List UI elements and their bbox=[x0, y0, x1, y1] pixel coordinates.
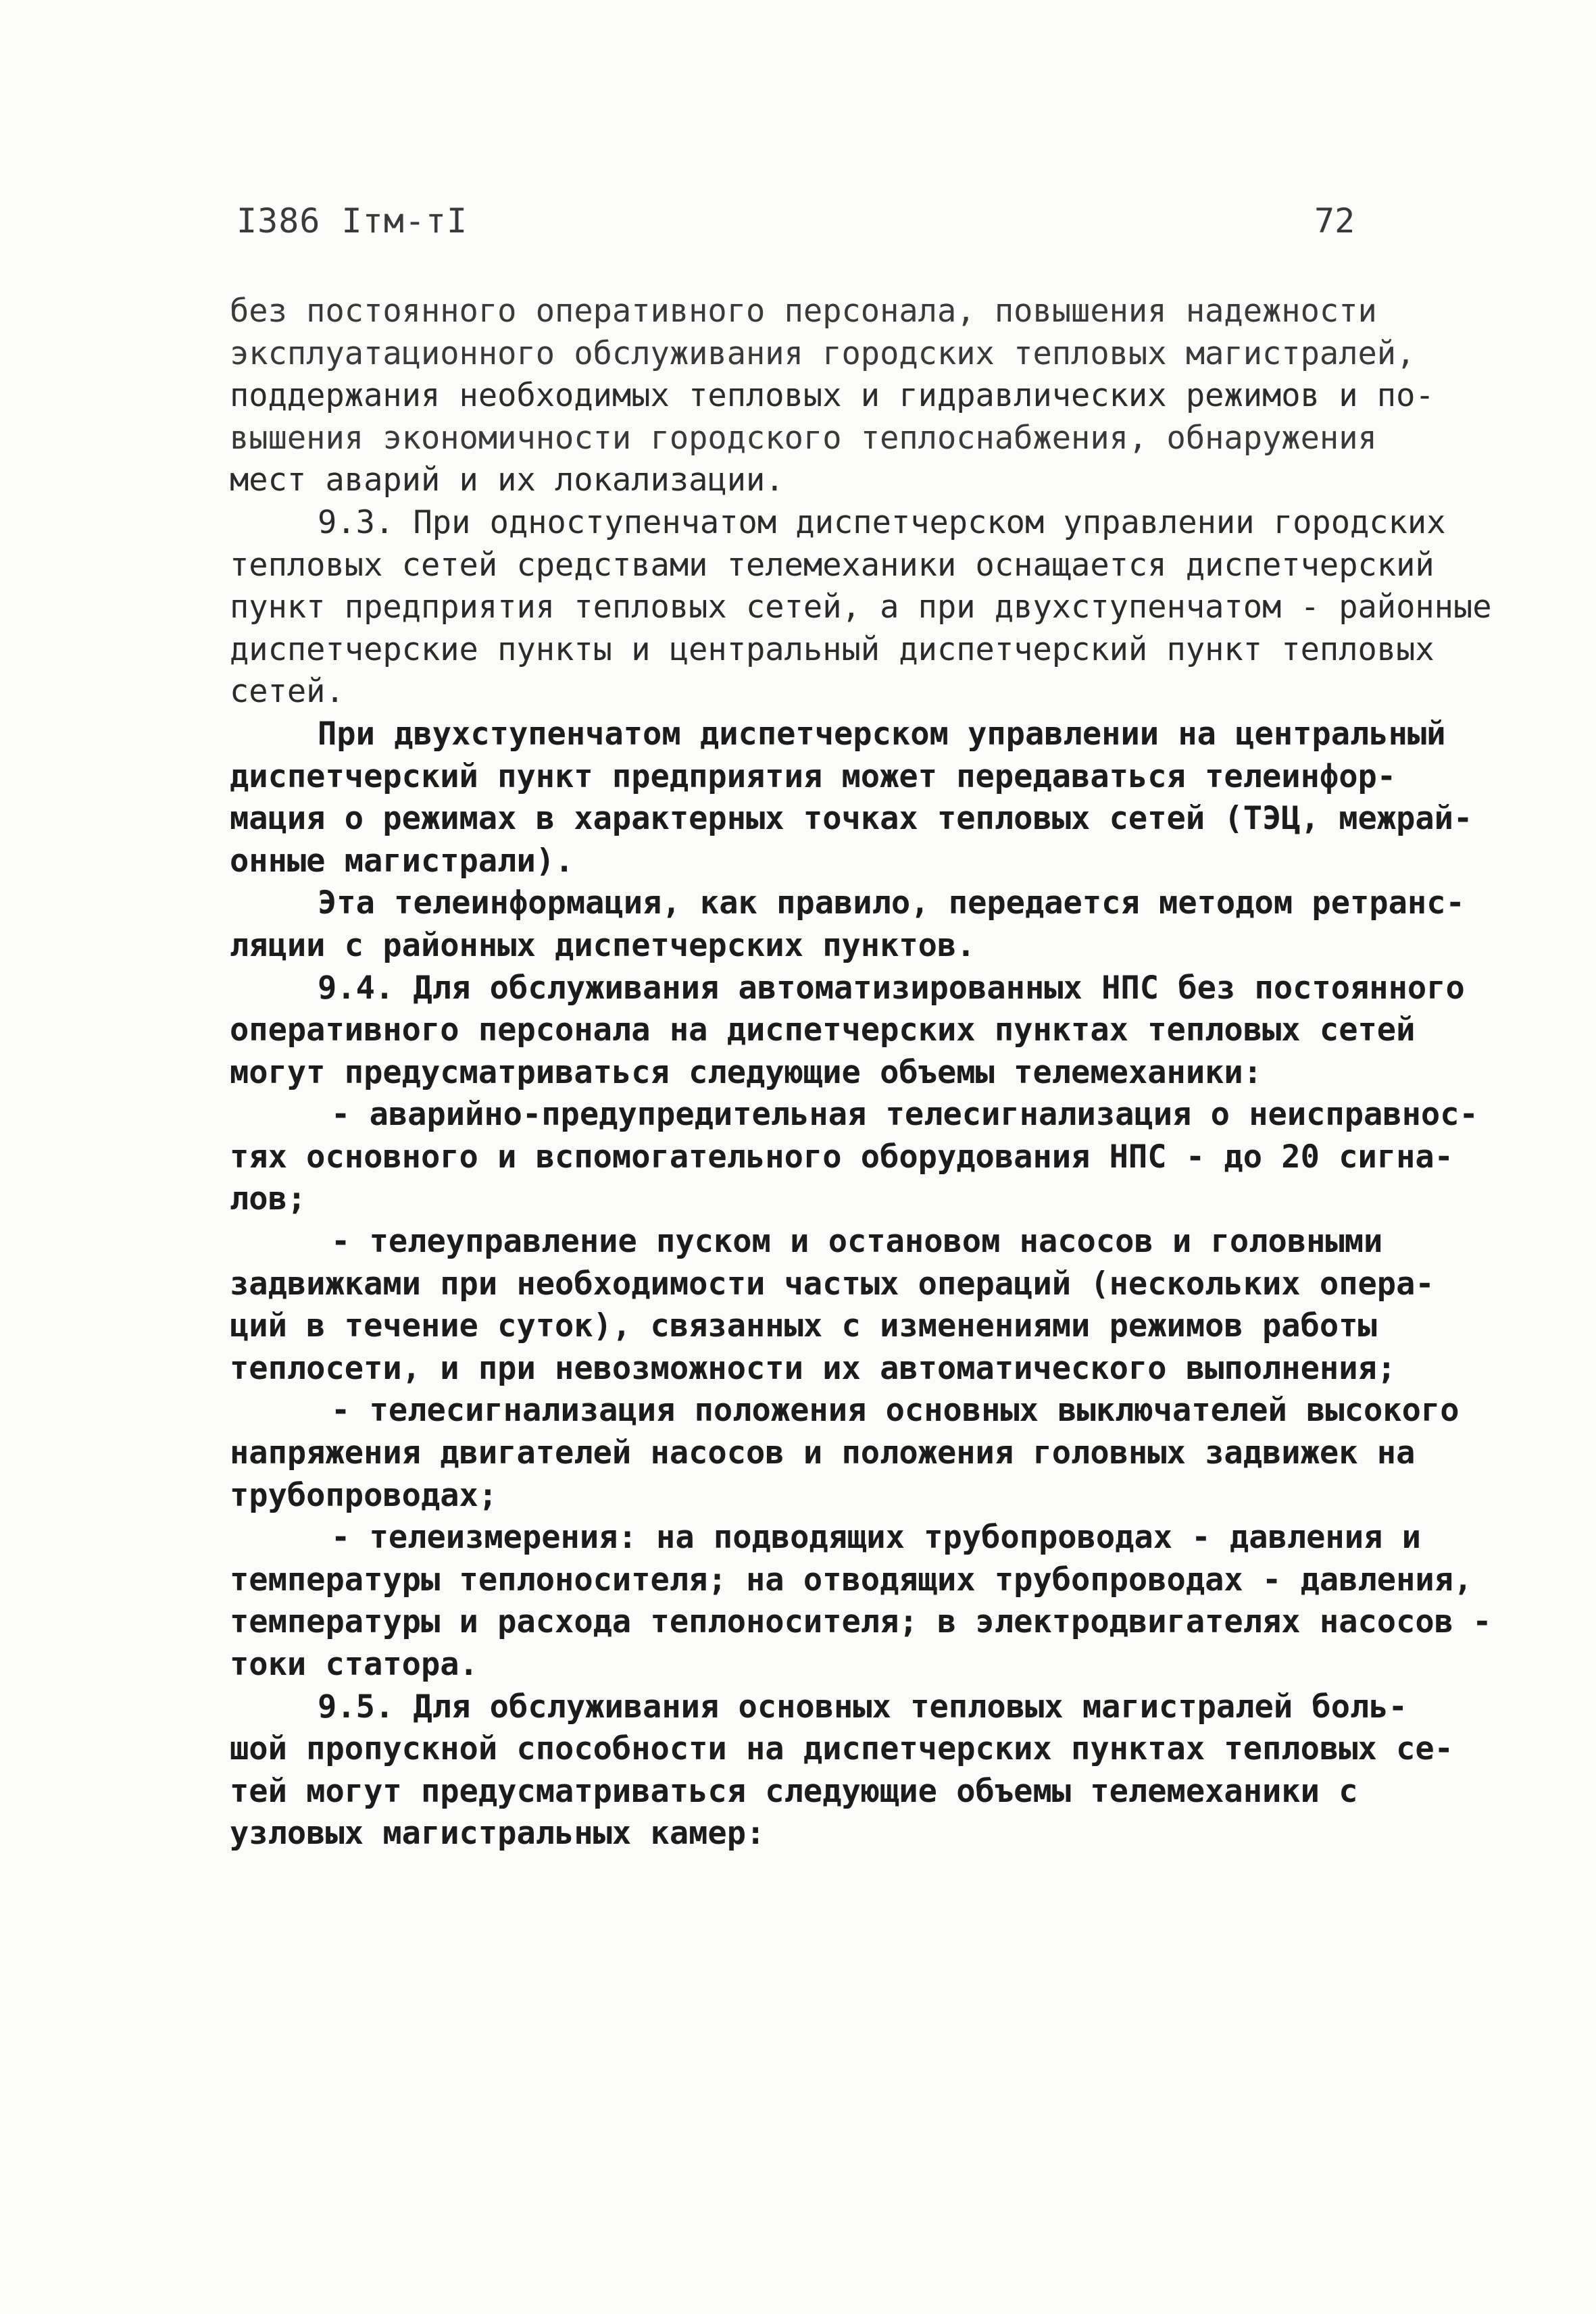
text-line: онные магистрали). bbox=[230, 842, 574, 880]
text-line: без постоянного оперативного персонала, повышения надежности bbox=[230, 293, 1377, 330]
text-line: теплосети, и при невозможности их автоматического выполнения; bbox=[230, 1349, 1397, 1387]
text-line: 9.5. Для обслуживания основных тепловых магистралей боль- bbox=[318, 1688, 1407, 1726]
text-line: 9.3. При одноступенчатом диспетчерском управлении городских bbox=[318, 503, 1446, 541]
text-line: пункт предприятия тепловых сетей, а при двухступенчатом - районные bbox=[230, 588, 1492, 626]
text-line: температуры и расхода теплоносителя; в электродвигателях насосов - bbox=[230, 1603, 1492, 1641]
text-line: ций в течение суток), связанных с изменениями режимов работы bbox=[230, 1307, 1377, 1345]
text-line: мация о режимах в характерных точках тепловых сетей (ТЭЦ, межрай- bbox=[230, 800, 1473, 838]
text-line: Эта телеинформация, как правило, передается методом ретранс- bbox=[318, 884, 1465, 922]
page-number: 72 bbox=[1314, 201, 1355, 241]
text-line: могут предусматриваться следующие объемы телемеханики: bbox=[230, 1053, 1263, 1091]
text-line: тепловых сетей средствами телемеханики оснащается диспетчерский bbox=[230, 546, 1435, 584]
document-code: I386 Iтм-тI bbox=[236, 201, 468, 241]
text-line: вышения экономичности городского теплоснабжения, обнаружения bbox=[230, 419, 1377, 457]
text-line: температуры теплоносителя; на отводящих трубопроводах - давления, bbox=[230, 1561, 1473, 1599]
text-line: оперативного персонала на диспетчерских пунктах тепловых сетей bbox=[230, 1011, 1416, 1049]
text-line: напряжения двигателей насосов и положения головных задвижек на bbox=[230, 1434, 1416, 1472]
text-line: сетей. bbox=[230, 673, 345, 711]
text-line: При двухступенчатом диспетчерском управлении на центральный bbox=[318, 715, 1446, 753]
text-line: 9.4. Для обслуживания автоматизированных НПС без постоянного bbox=[318, 969, 1465, 1007]
text-line: - телеизмерения: на подводящих трубопроводах - давления и bbox=[331, 1519, 1421, 1557]
text-line: лов; bbox=[230, 1180, 307, 1218]
text-line: тях основного и вспомогательного оборудования НПС - до 20 сигна- bbox=[230, 1138, 1453, 1176]
text-line: шой пропускной способности на диспетчерских пунктах тепловых се- bbox=[230, 1730, 1453, 1768]
text-line: диспетчерский пункт предприятия может передаваться телеинфор- bbox=[230, 757, 1397, 795]
text-line: ляции с районных диспетчерских пунктов. bbox=[230, 926, 976, 964]
text-line: диспетчерские пункты и центральный диспетчерский пункт тепловых bbox=[230, 630, 1435, 668]
text-line: поддержания необходимых тепловых и гидравлических режимов и по- bbox=[230, 377, 1435, 415]
text-line: - телесигнализация положения основных выключателей высокого bbox=[331, 1392, 1460, 1430]
text-line: - аварийно-предупредительная телесигнализация о неисправнос- bbox=[331, 1096, 1478, 1134]
text-line: эксплуатационного обслуживания городских тепловых магистралей, bbox=[230, 334, 1416, 372]
text-line: узловых магистральных камер: bbox=[230, 1815, 766, 1853]
text-line: - телеуправление пуском и остановом насосов и головными bbox=[331, 1223, 1383, 1261]
text-line: трубопроводах; bbox=[230, 1476, 498, 1514]
text-line: токи статора. bbox=[230, 1646, 478, 1683]
text-line: мест аварий и их локализации. bbox=[230, 461, 784, 499]
body-text bbox=[230, 291, 1492, 1855]
text-line: тей могут предусматриваться следующие объемы телемеханики с bbox=[230, 1772, 1358, 1810]
text-line: задвижками при необходимости частых операций (нескольких опера- bbox=[230, 1265, 1435, 1303]
